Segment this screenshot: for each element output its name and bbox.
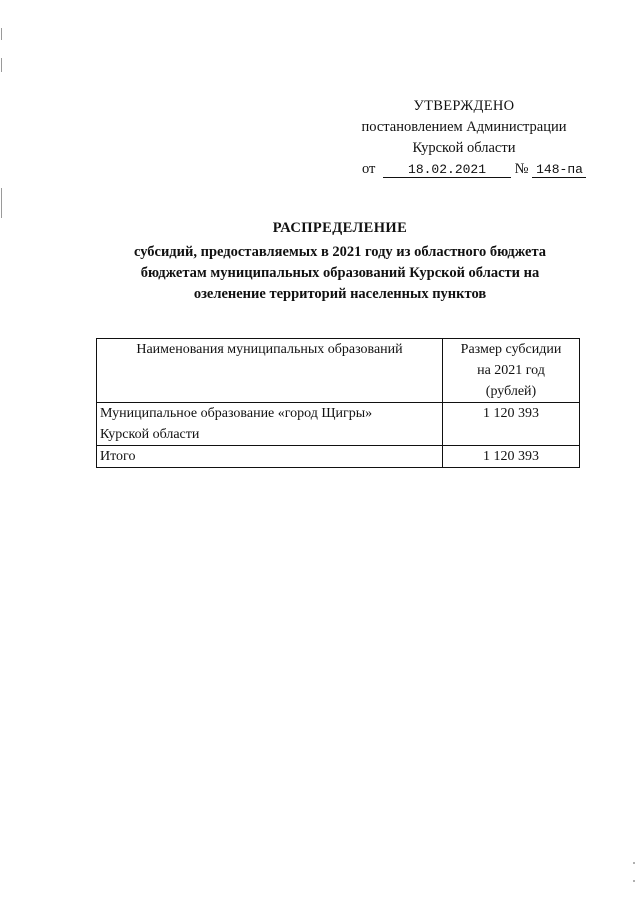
document-heading [90, 218, 590, 305]
row-name-line-1: Муниципальное образование «город Щигры» [100, 406, 373, 421]
approval-stamp [340, 96, 588, 180]
table-row [97, 403, 580, 446]
approval-number: 148-па [532, 162, 586, 178]
scan-artifact [633, 880, 635, 882]
header-amount-line-2: на 2021 год [477, 363, 545, 378]
row-amount: 1 120 393 [443, 403, 580, 446]
heading-line-3: озеленение территорий населенных пунктов [193, 286, 487, 302]
subsidy-table [96, 338, 580, 468]
heading-line-2: бюджетам муниципальных образований Курской области на [140, 265, 540, 281]
total-row [97, 446, 580, 468]
approval-line-1: постановлением Администрации [361, 119, 567, 135]
number-prefix: № [514, 161, 529, 177]
row-name [97, 403, 443, 446]
approval-date-line [362, 159, 588, 180]
approval-date: 18.02.2021 [383, 162, 511, 178]
scan-artifact [1, 188, 2, 218]
header-amount-line-1: Размер субсидии [460, 342, 562, 357]
header-amount [443, 339, 580, 403]
row-name-line-2: Курской области [100, 427, 200, 442]
scan-artifact [1, 58, 2, 72]
date-prefix: от [362, 161, 376, 177]
header-amount-line-3: (рублей) [485, 384, 537, 399]
scan-artifact [1, 28, 2, 40]
total-label: Итого [97, 446, 443, 468]
document-title: РАСПРЕДЕЛЕНИЕ [272, 220, 408, 236]
scan-artifact [633, 862, 635, 864]
total-amount: 1 120 393 [443, 446, 580, 468]
approval-line-2: Курской области [412, 140, 516, 156]
table-header-row [97, 339, 580, 403]
header-name: Наименования муниципальных образований [97, 339, 443, 403]
approved-label: УТВЕРЖДЕНО [413, 98, 515, 114]
heading-line-1: субсидий, предоставляемых в 2021 году из областного бюджета [133, 244, 547, 260]
